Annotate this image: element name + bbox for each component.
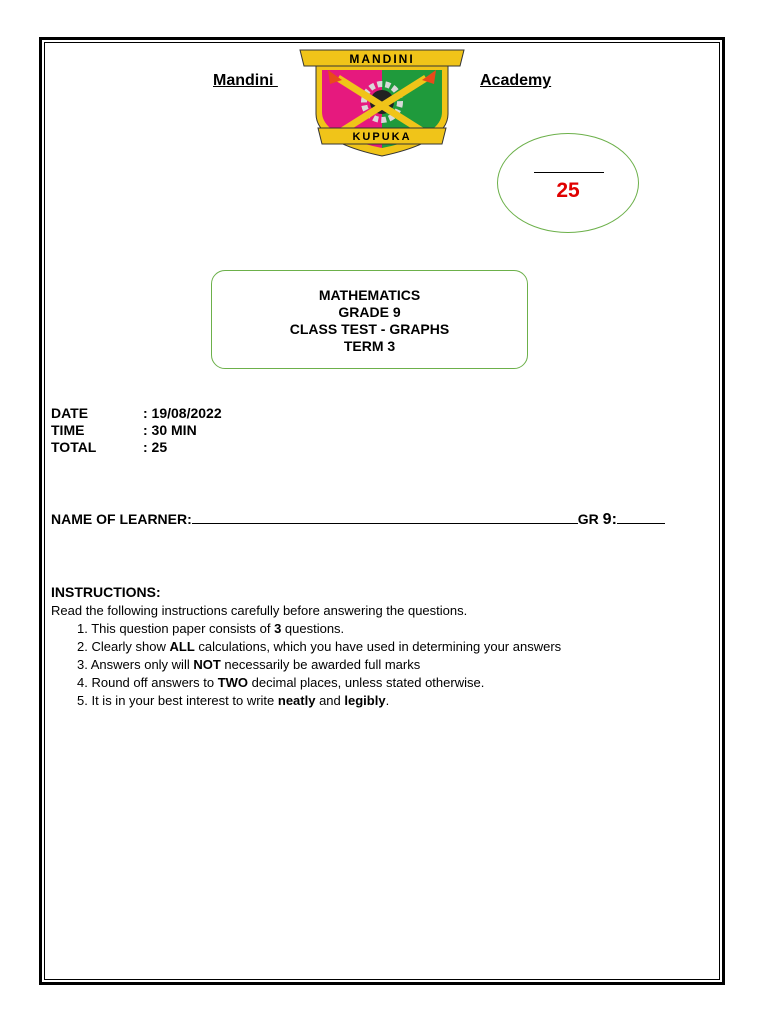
- test-title-box: [211, 270, 528, 369]
- school-name-left: Mandini: [213, 72, 278, 89]
- total-label: TOTAL: [51, 439, 97, 455]
- instruction-item: 2. Clearly show ALL calculations, which you have used in determining your answers: [77, 639, 562, 654]
- time-label: TIME: [51, 422, 85, 438]
- instructions-heading: INSTRUCTIONS:: [51, 584, 161, 600]
- subject-title: MATHEMATICS: [318, 287, 421, 303]
- instructions-intro: Read the following instructions carefully before answering the questions.: [51, 603, 468, 618]
- score-oval: [497, 133, 639, 233]
- grade-label: GR: [577, 511, 603, 527]
- instruction-item: 5. It is in your best interest to write neatly and legibly.: [77, 693, 390, 708]
- grade-number: 9:: [602, 511, 617, 528]
- date-row: [51, 405, 222, 422]
- grade-title: GRADE 9: [338, 304, 401, 320]
- instructions-list: [51, 620, 711, 710]
- grade-class-blank[interactable]: [617, 509, 665, 524]
- date-value: : 19/08/2022: [143, 405, 222, 421]
- crest-top-text: MANDINI: [349, 52, 415, 66]
- time-value: : 30 MIN: [143, 422, 197, 438]
- score-blank-line[interactable]: [534, 172, 604, 173]
- total-row: [51, 439, 222, 456]
- learner-line: [51, 509, 665, 529]
- total-value: : 25: [143, 439, 168, 455]
- instruction-item: 4. Round off answers to TWO decimal places, unless stated otherwise.: [77, 675, 485, 690]
- test-type-title: CLASS TEST - GRAPHS: [289, 321, 450, 337]
- instructions-section: [51, 584, 711, 710]
- term-title: TERM 3: [343, 338, 396, 354]
- crest-bottom-text: KUPUKA: [352, 131, 412, 143]
- score-total: 25: [556, 179, 580, 202]
- time-row: [51, 422, 222, 439]
- date-label: DATE: [51, 405, 89, 421]
- learner-name-blank[interactable]: [192, 509, 578, 524]
- instruction-item: 1. This question paper consists of 3 questions.: [77, 621, 345, 636]
- test-details: [51, 405, 222, 456]
- school-crest-logo: [296, 44, 468, 162]
- school-name-right: Academy: [480, 72, 552, 89]
- learner-name-label: NAME OF LEARNER:: [51, 511, 192, 527]
- instruction-item: 3. Answers only will NOT necessarily be awarded full marks: [77, 657, 421, 672]
